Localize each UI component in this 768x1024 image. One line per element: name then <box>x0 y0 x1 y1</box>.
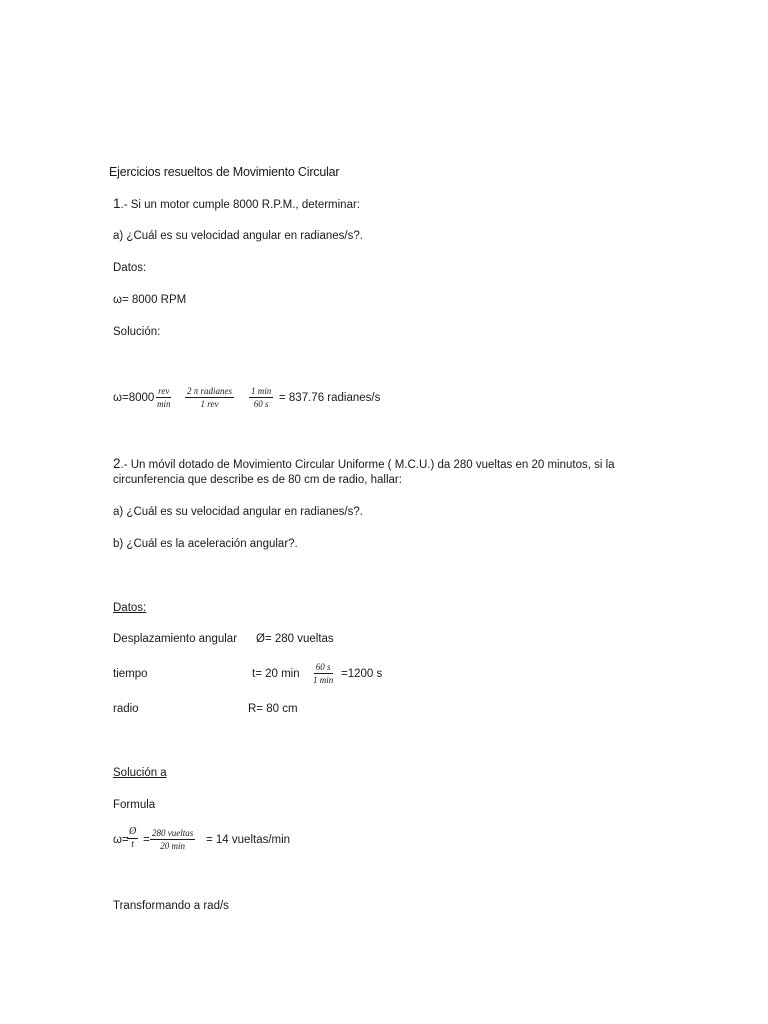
exercise-1-number: 1 <box>113 196 121 211</box>
datos-row-1-label: Desplazamiento angular <box>113 633 238 645</box>
formula-equals: = <box>143 834 150 846</box>
datos-row-2-result: =1200 s <box>341 668 383 680</box>
exercise-2-transform-label: Transformando a rad/s <box>113 900 229 912</box>
datos-row-2-label: tiempo <box>113 668 148 680</box>
datos-row-1-value: Ø= 280 vueltas <box>256 633 334 645</box>
formula-prefix: ω= <box>113 834 129 846</box>
exercise-1-equation-prefix: ω=8000 <box>113 392 155 404</box>
fraction-denominator: t <box>131 839 134 850</box>
datos-row-2-fraction <box>311 662 335 685</box>
exercise-2-statement-line-1 <box>113 457 615 472</box>
exercise-2-statement-line-2: circunferencia que describe es de 80 cm de radio, hallar: <box>113 474 402 486</box>
fraction-denominator: 1 rev <box>200 399 219 409</box>
fraction-denominator: 20 min <box>160 841 185 851</box>
fraction-denominator: min <box>157 399 171 409</box>
fraction-numerator: 280 vueltas <box>152 828 194 838</box>
fraction-numerator: Ø <box>129 826 137 837</box>
exercise-1-text: .- Si un motor cumple 8000 R.P.M., determinar: <box>120 199 360 211</box>
exercise-1-datos-label: Datos: <box>113 262 147 274</box>
exercise-1-equation-result: = 837.76 radianes/s <box>279 392 381 404</box>
fraction-denominator: 60 s <box>253 399 269 409</box>
exercise-1-fraction-minutes <box>249 386 273 409</box>
exercise-1-dato-omega: ω= 8000 RPM <box>113 294 187 306</box>
exercise-1-question-a: a) ¿Cuál es su velocidad angular en radianes/s?. <box>113 230 363 242</box>
datos-row-2-value: t= 20 min <box>252 668 300 680</box>
exercise-1-statement <box>113 197 360 212</box>
exercise-2-datos-label: Datos: <box>113 602 147 614</box>
exercise-1-fraction-rpm <box>155 386 173 409</box>
formula-fraction-angle-time <box>127 827 138 850</box>
exercise-2-question-b: b) ¿Cuál es la aceleración angular?. <box>113 538 298 550</box>
exercise-2-number: 2 <box>113 456 121 471</box>
fraction-numerator: 2 π radianes <box>187 386 233 396</box>
exercise-2-question-a: a) ¿Cuál es su velocidad angular en radianes/s?. <box>113 506 363 518</box>
datos-row-3-label: radio <box>113 703 139 715</box>
formula-fraction-values <box>150 828 195 851</box>
exercise-2-formula-label: Formula <box>113 799 156 811</box>
datos-row-3-value: R= 80 cm <box>248 703 298 715</box>
fraction-numerator: 1 min <box>251 386 272 396</box>
document-title: Ejercicios resueltos de Movimiento Circular <box>109 165 340 179</box>
exercise-2-text: .- Un móvil dotado de Movimiento Circular Uniforme ( M.C.U.) da 280 vueltas en 20 minutos, si la <box>120 459 615 471</box>
fraction-denominator: 1 min <box>313 675 334 685</box>
fraction-numerator: rev <box>158 386 170 396</box>
exercise-2-solucion-a-label: Solución a <box>113 767 167 779</box>
exercise-1-fraction-radianes <box>185 386 234 409</box>
formula-result: = 14 vueltas/min <box>206 834 291 846</box>
exercise-1-solucion-label: Solución: <box>113 326 161 338</box>
fraction-numerator: 60 s <box>315 662 331 672</box>
